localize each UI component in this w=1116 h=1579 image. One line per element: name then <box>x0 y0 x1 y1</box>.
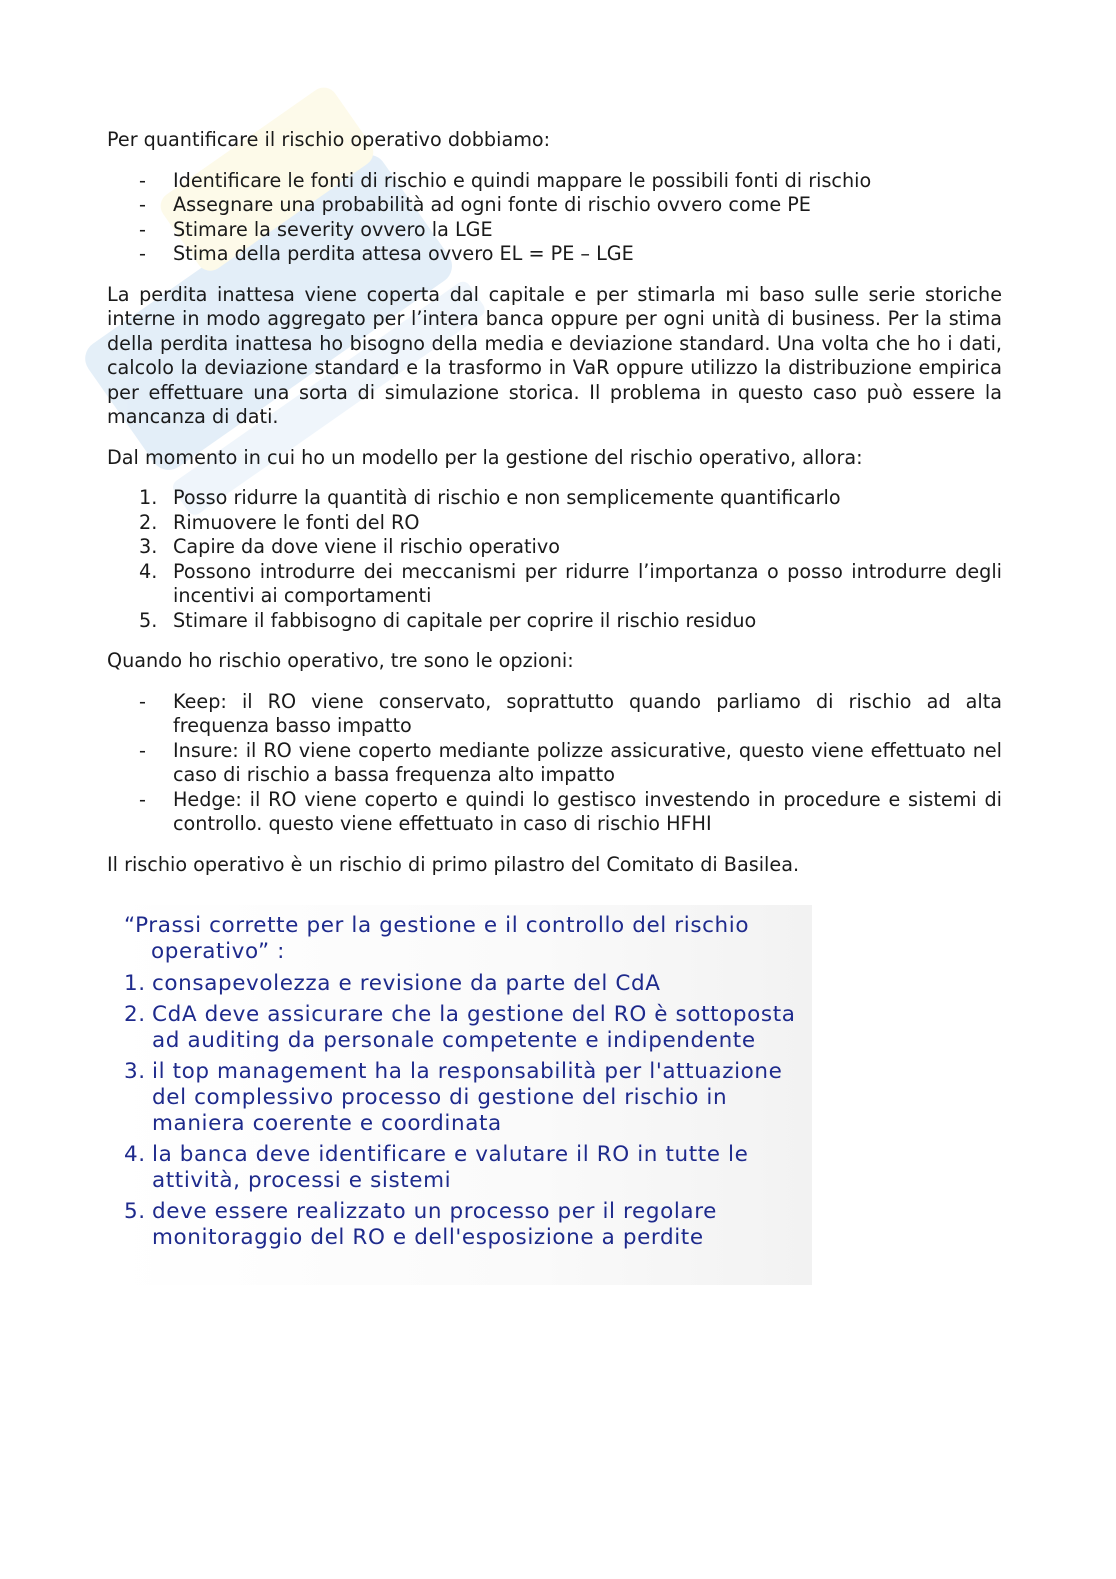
number-marker: 4. <box>139 559 158 583</box>
slide-number: 1. <box>124 971 146 996</box>
list-item: - Hedge: il RO viene coperto e quindi lo gestisco investendo in procedure e sistemi di controllo. questo viene effettuato in caso di rischio HFHI <box>139 787 1002 835</box>
list-item: 1. Posso ridurre la quantità di rischio e non semplicemente quantificarlo <box>139 486 841 509</box>
slide-number: 4. <box>124 1142 146 1167</box>
document-body <box>107 128 1002 893</box>
unexpected-loss-paragraph: La perdita inattesa viene coperta dal capitale e per stimarla mi baso sulle serie storiche interne in modo aggregato per l’intera banca oppure per ogni unità di business. Per la stima della perdita inattesa ho bisogno della media e deviazione standard. Una volta che ho i dati, calcolo la deviazione standard e la trasformo in VaR oppure utilizzo la distribuzione empirica per effettuare una sorta di simulazione storica. Il problema in questo caso può essere la mancanza di dati. <box>107 282 1002 428</box>
dash-marker: - <box>139 242 146 265</box>
list-item: 3. Capire da dove viene il rischio operativo <box>139 535 560 558</box>
slide-list-item: 5. deve essere realizzato un processo per il regolare monitoraggio del RO e dell'esposizione a perdite <box>124 1199 717 1250</box>
dash-marker: - <box>139 193 146 216</box>
slide-list <box>124 971 804 1256</box>
options-list <box>107 690 1002 837</box>
list-item: 4. Possono introdurre dei meccanismi per ridurre l’importanza o posso introdurre degli incentivi ai comportamenti <box>139 559 1002 607</box>
model-benefits-list <box>107 486 1002 633</box>
slide-number: 5. <box>124 1199 146 1224</box>
pillar-text: Il rischio operativo è un rischio di primo pilastro del Comitato di Basilea. <box>107 852 800 876</box>
slide-list-item: 3. il top management ha la responsabilità per l'attuazione del complessivo processo di gestione del rischio in maniera coerente e coordinata <box>124 1059 783 1136</box>
dash-marker: - <box>139 689 146 713</box>
list-item: 5. Stimare il fabbisogno di capitale per coprire il rischio residuo <box>139 608 757 632</box>
steps-list <box>107 169 1002 267</box>
number-marker: 5. <box>139 608 158 632</box>
dash-marker: - <box>139 738 146 762</box>
embedded-slide-image <box>112 905 812 1285</box>
slide-number: 2. <box>124 1002 146 1027</box>
dash-marker: - <box>139 787 146 811</box>
list-item: - Stima della perdita attesa ovvero EL = PE – LGE <box>139 242 634 265</box>
list-item: - Identificare le fonti di rischio e quindi mappare le possibili fonti di rischio <box>139 168 872 192</box>
list-item: - Insure: il RO viene coperto mediante polizze assicurative, questo viene effettuato nel caso di rischio a bassa frequenza alto impatto <box>139 738 1002 786</box>
dash-marker: - <box>139 217 146 241</box>
list-item: - Keep: il RO viene conservato, soprattutto quando parliamo di rischio ad alta frequenza basso impatto <box>139 689 1002 737</box>
slide-list-item: 4. la banca deve identificare e valutare il RO in tutte le attività, processi e sistemi <box>124 1142 749 1193</box>
intro-text: Per quantificare il rischio operativo dobbiamo: <box>107 128 551 151</box>
options-intro-text: Quando ho rischio operativo, tre sono le opzioni: <box>107 649 574 672</box>
dash-marker: - <box>139 168 146 192</box>
slide-list-item: 1. consapevolezza e revisione da parte del CdA <box>124 971 661 996</box>
number-marker: 1. <box>139 486 158 509</box>
slide-title: “Prassi corrette per la gestione e il controllo del rischio operativo” : <box>124 913 750 964</box>
list-item: 2. Rimuovere le fonti del RO <box>139 510 420 534</box>
list-item: - Assegnare una probabilità ad ogni fonte di rischio ovvero come PE <box>139 193 811 216</box>
model-intro-text: Dal momento in cui ho un modello per la gestione del rischio operativo, allora: <box>107 445 863 469</box>
slide-list-item: 2. CdA deve assicurare che la gestione del RO è sottoposta ad auditing da personale competente e indipendente <box>124 1002 796 1053</box>
list-item: - Stimare la severity ovvero la LGE <box>139 217 493 241</box>
number-marker: 2. <box>139 510 158 534</box>
number-marker: 3. <box>139 535 158 558</box>
slide-number: 3. <box>124 1059 146 1084</box>
